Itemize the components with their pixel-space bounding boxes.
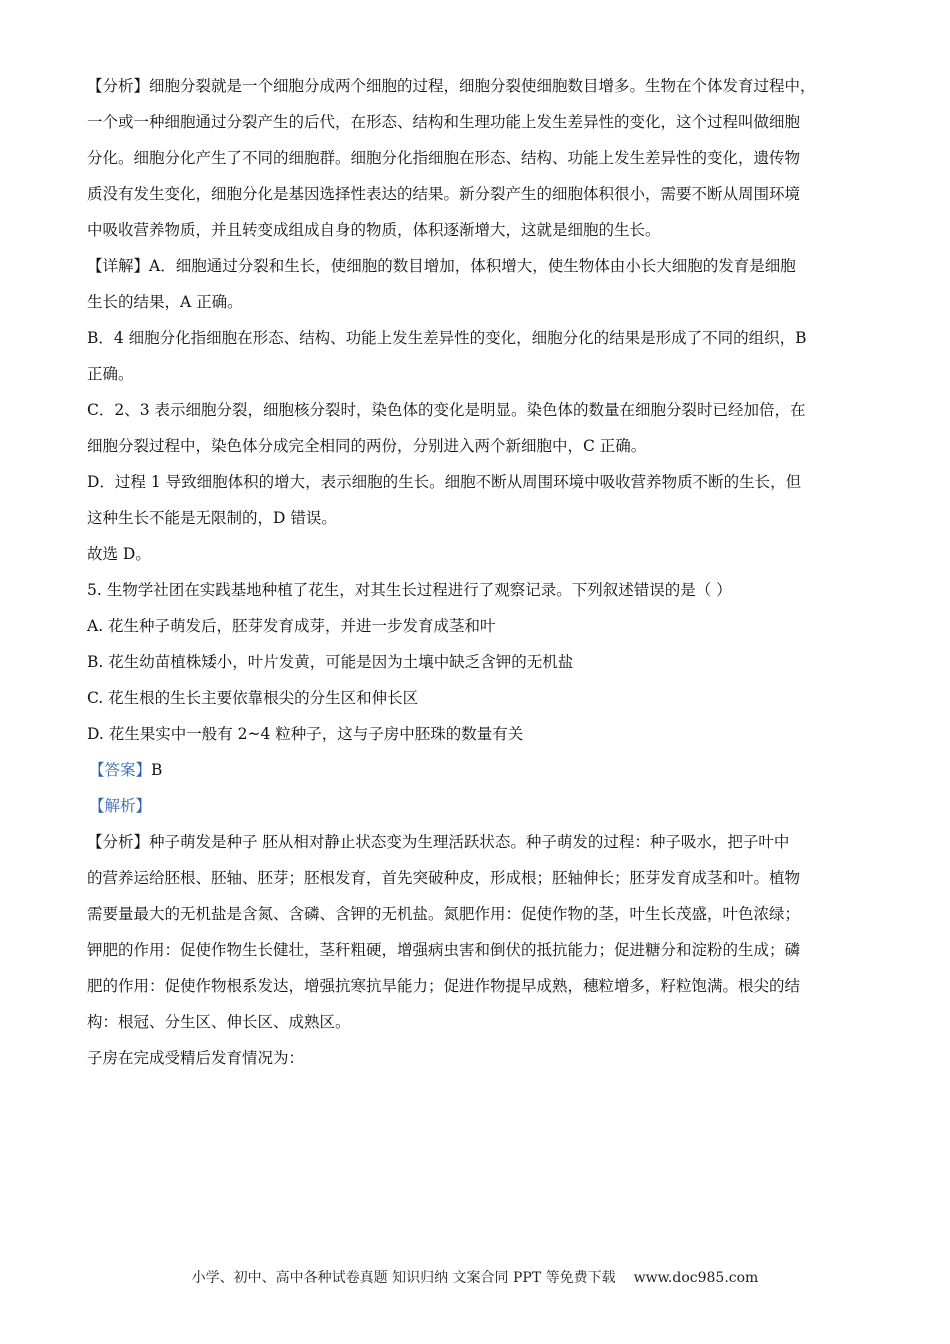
question-stem: 5. 生物学社团在实践基地种植了花生，对其生长过程进行了观察记录。下列叙述错误的是（ ）	[87, 581, 732, 599]
footer-text: 小学、初中、高中各种试卷真题 知识归纳 文案合同 PPT 等免费下载	[191, 1270, 616, 1286]
answer-value: B	[151, 761, 163, 779]
answer-tag: 【答案】	[89, 761, 152, 779]
paragraph-line: 一个或一种细胞通过分裂产生的后代，在形态、结构和生理功能上发生差异性的变化，这个过程叫做细胞	[87, 113, 801, 131]
paragraph-line: 钾肥的作用：促使作物生长健壮，茎秆粗硬，增强病虫害和倒伏的抵抗能力；促进糖分和淀粉的生成；磷	[87, 941, 801, 959]
paragraph-line: 这种生长不能是无限制的，D 错误。	[87, 509, 337, 527]
paragraph-line: 的营养运给胚根、胚轴、胚芽；胚根发育，首先突破种皮，形成根；胚轴伸长；胚芽发育成茎和叶。植物	[87, 869, 801, 887]
paragraph-line: 生长的结果，A 正确。	[87, 293, 243, 311]
paragraph-line: 【分析】种子萌发是种子 胚从相对静止状态变为生理活跃状态。种子萌发的过程：种子吸水，把子叶中	[87, 833, 790, 851]
answer-line	[87, 752, 867, 788]
paragraph-line: 需要量最大的无机盐是含氮、含磷、含钾的无机盐。氮肥作用：促使作物的茎，叶生长茂盛，叶色浓绿；	[87, 905, 801, 923]
paragraph-line: 分化。细胞分化产生了不同的细胞群。细胞分化指细胞在形态、结构、功能上发生差异性的变化，遗传物	[87, 149, 801, 167]
option-a: A. 花生种子萌发后，胚芽发育成芽，并进一步发育成茎和叶	[87, 617, 496, 635]
option-d: D. 花生果实中一般有 2~4 粒种子，这与子房中胚珠的数量有关	[87, 725, 524, 743]
option-c: C. 花生根的生长主要依靠根尖的分生区和伸长区	[87, 689, 419, 707]
analysis-tag: 【解析】	[89, 797, 152, 815]
paragraph-line: 细胞分裂过程中，染色体分成完全相同的两份，分别进入两个新细胞中，C 正确。	[87, 437, 647, 455]
paragraph-line: 【详解】A．细胞通过分裂和生长，使细胞的数目增加，体积增大，使生物体由小长大细胞的发育是细胞	[87, 257, 796, 275]
footer-site: www.doc985.com	[633, 1270, 759, 1286]
paragraph-line: B．4 细胞分化指细胞在形态、结构、功能上发生差异性的变化，细胞分化的结果是形成了不同的组织，B	[87, 329, 807, 347]
page-footer	[0, 1267, 950, 1287]
paragraph-line: 肥的作用：促使作物根系发达，增强抗寒抗旱能力；促进作物提早成熟，穗粒增多，籽粒饱满。根尖的结	[87, 977, 801, 995]
paragraph-line: 子房在完成受精后发育情况为：	[87, 1049, 305, 1067]
paragraph-line: 质没有发生变化，细胞分化是基因选择性表达的结果。新分裂产生的细胞体积很小，需要不断从周围环境	[87, 185, 801, 203]
document-body	[87, 68, 867, 1076]
paragraph-line: C．2、3 表示细胞分裂，细胞核分裂时，染色体的变化是明显。染色体的数量在细胞分裂时已经加倍，在	[87, 401, 806, 419]
paragraph-line: 构：根冠、分生区、伸长区、成熟区。	[87, 1013, 351, 1031]
analysis-heading	[87, 788, 867, 824]
paragraph-line: 正确。	[87, 365, 134, 383]
paragraph-line: 故选 D。	[87, 545, 151, 563]
option-b: B. 花生幼苗植株矮小，叶片发黄，可能是因为土壤中缺乏含钾的无机盐	[87, 653, 574, 671]
paragraph-line: D．过程 1 导致细胞体积的增大，表示细胞的生长。细胞不断从周围环境中吸收营养物质不断的生长，但	[87, 473, 802, 491]
paragraph-line: 中吸收营养物质，并且转变成组成自身的物质，体积逐渐增大，这就是细胞的生长。	[87, 221, 661, 239]
paragraph-line: 【分析】细胞分裂就是一个细胞分成两个细胞的过程，细胞分裂使细胞数目增多。生物在个体发育过程中，	[87, 77, 816, 95]
